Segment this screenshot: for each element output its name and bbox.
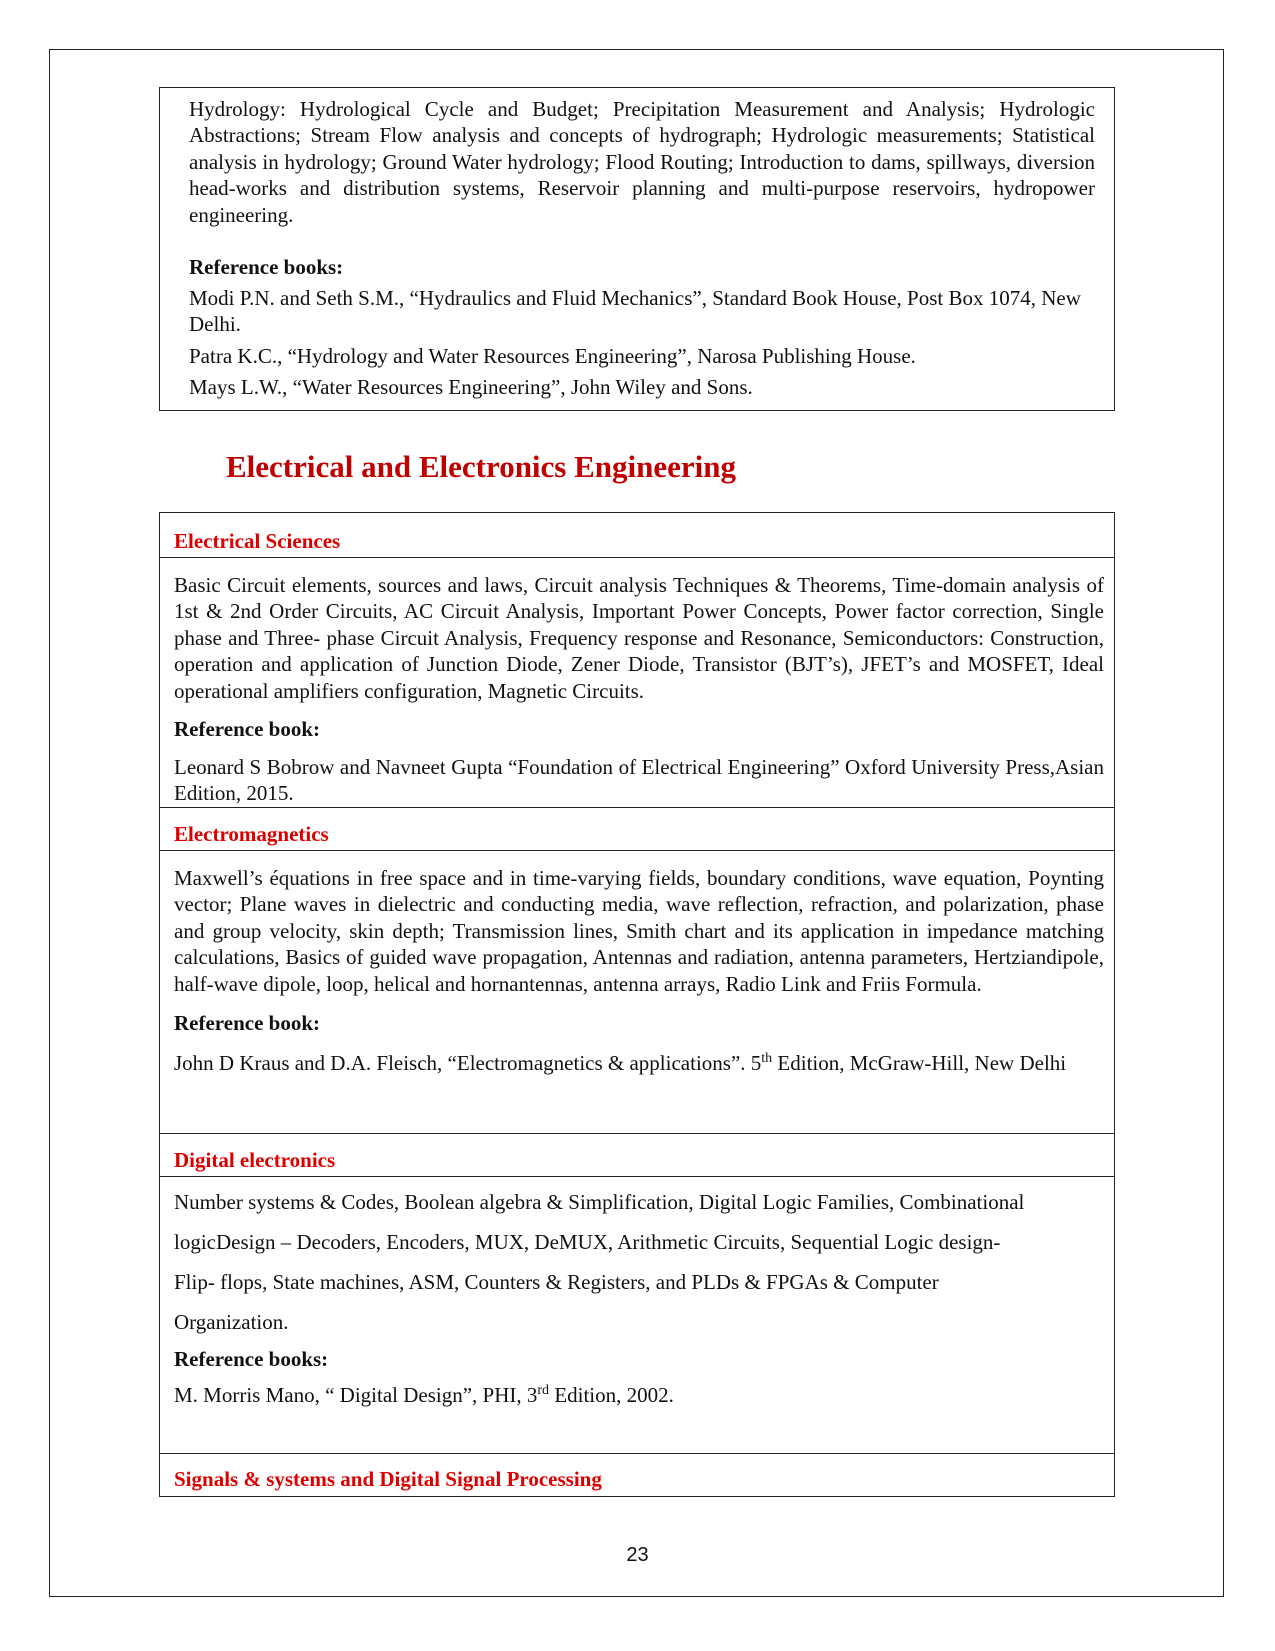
digital-electronics-content	[174, 1182, 1104, 1408]
signals-title: Signals & systems and Digital Signal Processing	[174, 1467, 602, 1491]
electromagnetics-ref	[174, 1050, 1104, 1076]
syllabus-table	[159, 512, 1115, 1497]
electromagnetics-ref-text: John D Kraus and D.A. Fleisch, “Electromagnetics & applications”. 5	[174, 1051, 762, 1076]
electrical-sciences-ref-heading: Reference book:	[174, 717, 320, 742]
electrical-sciences-title: Electrical Sciences	[174, 529, 341, 553]
digital-electronics-line-1: Number systems & Codes, Boolean algebra & Simplification, Digital Logic Families, Combinational	[174, 1190, 1025, 1214]
digital-electronics-line-3: Flip- flops, State machines, ASM, Counters & Registers, and PLDs & FPGAs & Computer	[174, 1270, 939, 1294]
electromagnetics-ref-text-end: Edition, McGraw-Hill, New Delhi	[772, 1051, 1067, 1076]
table-divider	[160, 850, 1114, 851]
edition-superscript: rd	[537, 1383, 550, 1398]
table-divider	[160, 1176, 1114, 1177]
digital-electronics-title: Digital electronics	[174, 1148, 336, 1172]
electromagnetics-content	[174, 865, 1104, 1076]
hydrology-ref-1: Modi P.N. and Seth S.M., “Hydraulics and Fluid Mechanics”, Standard Book House, Post Box 1074, New Delhi.	[189, 286, 1081, 337]
table-divider	[160, 1453, 1114, 1454]
table-divider	[160, 557, 1114, 558]
edition-superscript: th	[761, 1051, 773, 1067]
electromagnetics-body: Maxwell’s équations in free space and in time-varying fields, boundary conditions, wave equation, Poynting vector; Plane waves in dielectric and conducting media, wave reflection, refraction, and polarization, phase and group velocity, skin depth; Transmission lines, Smith chart and its application in impedance matching calculations, Basics of guided wave propagation, Antennas and radiation, antenna parameters, Hertziandipole, half-wave dipole, loop, helical and hornantennas, antenna arrays, Radio Link and Friis Formula.	[174, 866, 1104, 996]
digital-electronics-line-4: Organization.	[174, 1310, 289, 1334]
page-number: 23	[626, 1544, 649, 1566]
hydrology-ref-2: Patra K.C., “Hydrology and Water Resources Engineering”, Narosa Publishing House.	[189, 343, 916, 368]
hydrology-box	[159, 87, 1115, 411]
digital-electronics-ref-text-end: Edition, 2002.	[549, 1383, 674, 1407]
electrical-sciences-ref: Leonard S Bobrow and Navneet Gupta “Foundation of Electrical Engineering” Oxford University Press,Asian Edition, 2015.	[174, 755, 1104, 806]
table-divider	[160, 1133, 1114, 1134]
table-divider	[160, 807, 1114, 808]
section-title: Electrical and Electronics Engineering	[226, 449, 737, 484]
hydrology-ref-heading: Reference books:	[189, 255, 344, 280]
hydrology-ref-3: Mays L.W., “Water Resources Engineering”, John Wiley and Sons.	[189, 375, 753, 400]
digital-electronics-ref-text: M. Morris Mano, “ Digital Design”, PHI, 3	[174, 1383, 538, 1407]
electrical-sciences-body: Basic Circuit elements, sources and laws, Circuit analysis Techniques & Theorems, Time-domain analysis of 1st & 2nd Order Circuits, AC Circuit Analysis, Important Power Concepts, Power factor correction, Single phase and Three- phase Circuit Analysis, Frequency response and Resonance, Semiconductors: Construction, operation and application of Junction Diode, Zener Diode, Transistor (BJT’s), JFET’s and MOSFET, Ideal operational amplifiers configuration, Magnetic Circuits.	[174, 573, 1104, 703]
digital-electronics-ref	[174, 1382, 1104, 1408]
digital-electronics-ref-heading: Reference books:	[174, 1347, 329, 1371]
electrical-sciences-content	[174, 572, 1104, 807]
electromagnetics-title: Electromagnetics	[174, 822, 329, 846]
electromagnetics-ref-heading: Reference book:	[174, 1011, 320, 1036]
digital-electronics-line-2: logicDesign – Decoders, Encoders, MUX, DeMUX, Arithmetic Circuits, Sequential Logic design-	[174, 1230, 1001, 1254]
hydrology-paragraph: Hydrology: Hydrological Cycle and Budget; Precipitation Measurement and Analysis; Hydrologic Abstractions; Stream Flow analysis and concepts of hydrograph; Hydrologic measurements; Statistical analysis in hydrology; Ground Water hydrology; Flood Routing; Introduction to dams, spillways, diversion head-works and distribution systems, Reservoir planning and multi-purpose reservoirs, hydropower engineering.	[189, 97, 1095, 227]
hydrology-content	[189, 96, 1095, 401]
